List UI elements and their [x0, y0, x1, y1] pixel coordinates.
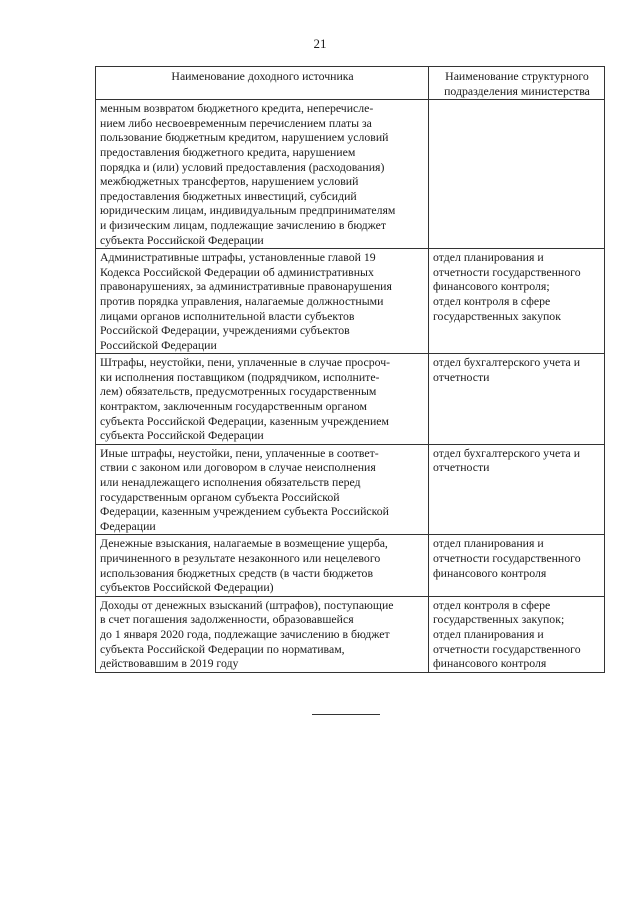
revenue-source-cell — [96, 535, 429, 596]
department-text: отдел бухгалтерского учета и отчетности — [433, 445, 581, 475]
revenue-source-text: Доходы от денежных взысканий (штрафов), поступающие в счет погашения задолженности, образовавшейся до 1 января 2020 года, подлежащие зачислению в бюджет субъекта Российской Федерации по нормативам, действовавшим в 2019 году — [100, 597, 394, 671]
department-cell — [429, 354, 605, 445]
revenue-sources-table — [95, 66, 605, 673]
revenue-source-cell — [96, 444, 429, 535]
revenue-source-cell — [96, 249, 429, 354]
revenue-source-text: Штрафы, неустойки, пени, уплаченные в случае просроч- ки исполнения поставщиком (подрядчиком, исполните- лем) обязательств, предусмотренных государственным контрактом, заключенным государственным органом субъекта Российской Федерации, казенным учреждением субъекта Российской Федерации — [100, 355, 391, 443]
table-row — [96, 596, 605, 672]
department-cell — [429, 535, 605, 596]
department-text: отдел контроля в сфере государственных закупок; отдел планирования и отчетности государственного финансового контроля — [433, 597, 581, 671]
end-of-table-rule — [312, 714, 380, 715]
table-header-row — [96, 67, 605, 100]
department-text: отдел планирования и отчетности государственного финансового контроля; отдел контроля в сфере государственных закупок — [433, 250, 581, 323]
revenue-source-cell — [96, 596, 429, 672]
revenue-source-text: Административные штрафы, установленные главой 19 Кодекса Российской Федерации об административных правонарушениях, за административные правонарушения против порядка управления, налагаемые должностными лицами органов исполнительной власти субъектов Российской Федерации, учреждениями субъектов Российской Федерации — [100, 250, 392, 352]
table-row — [96, 100, 605, 249]
department-cell — [429, 444, 605, 535]
department-cell — [429, 249, 605, 354]
revenue-source-text: менным возвратом бюджетного кредита, неперечисле- нием либо несвоевременным перечислением платы за пользование бюджетным кредитом, нарушением условий предоставления бюджетного кредита, нарушением порядка и (или) условий предоставления (расходования) межбюджетных трансфертов, нарушением условий предоставления бюджетных инвестиций, субсидий юридическим лицам, индивидуальным предпринимателям и физическим лицам, подлежащие зачислению в бюджет субъекта Российской Федерации — [100, 101, 396, 247]
department-cell — [429, 596, 605, 672]
table-row — [96, 535, 605, 596]
table-row — [96, 249, 605, 354]
revenue-source-cell — [96, 100, 429, 249]
revenue-source-text: Иные штрафы, неустойки, пени, уплаченные в соответ- ствии с законом или договором в случае неисполнения или ненадлежащего исполнения обязательств перед государственным органом субъекта Российской Федерации, казенным учреждением субъекта Российской Федерации — [100, 445, 389, 533]
revenue-source-cell — [96, 354, 429, 445]
department-cell — [429, 100, 605, 249]
revenue-source-text: Денежные взыскания, налагаемые в возмещение ущерба, причиненного в результате незаконного или нецелевого использования бюджетных средств (в части бюджетов субъектов Российской Федерации) — [100, 536, 388, 595]
department-text: отдел планирования и отчетности государственного финансового контроля — [433, 536, 581, 580]
header-department: Наименование структурного подразделения министерства — [429, 67, 605, 100]
department-text: отдел бухгалтерского учета и отчетности — [433, 355, 581, 384]
header-revenue-source: Наименование доходного источника — [96, 67, 429, 100]
table-row — [96, 444, 605, 535]
table-row — [96, 354, 605, 445]
page-number: 21 — [313, 36, 327, 51]
